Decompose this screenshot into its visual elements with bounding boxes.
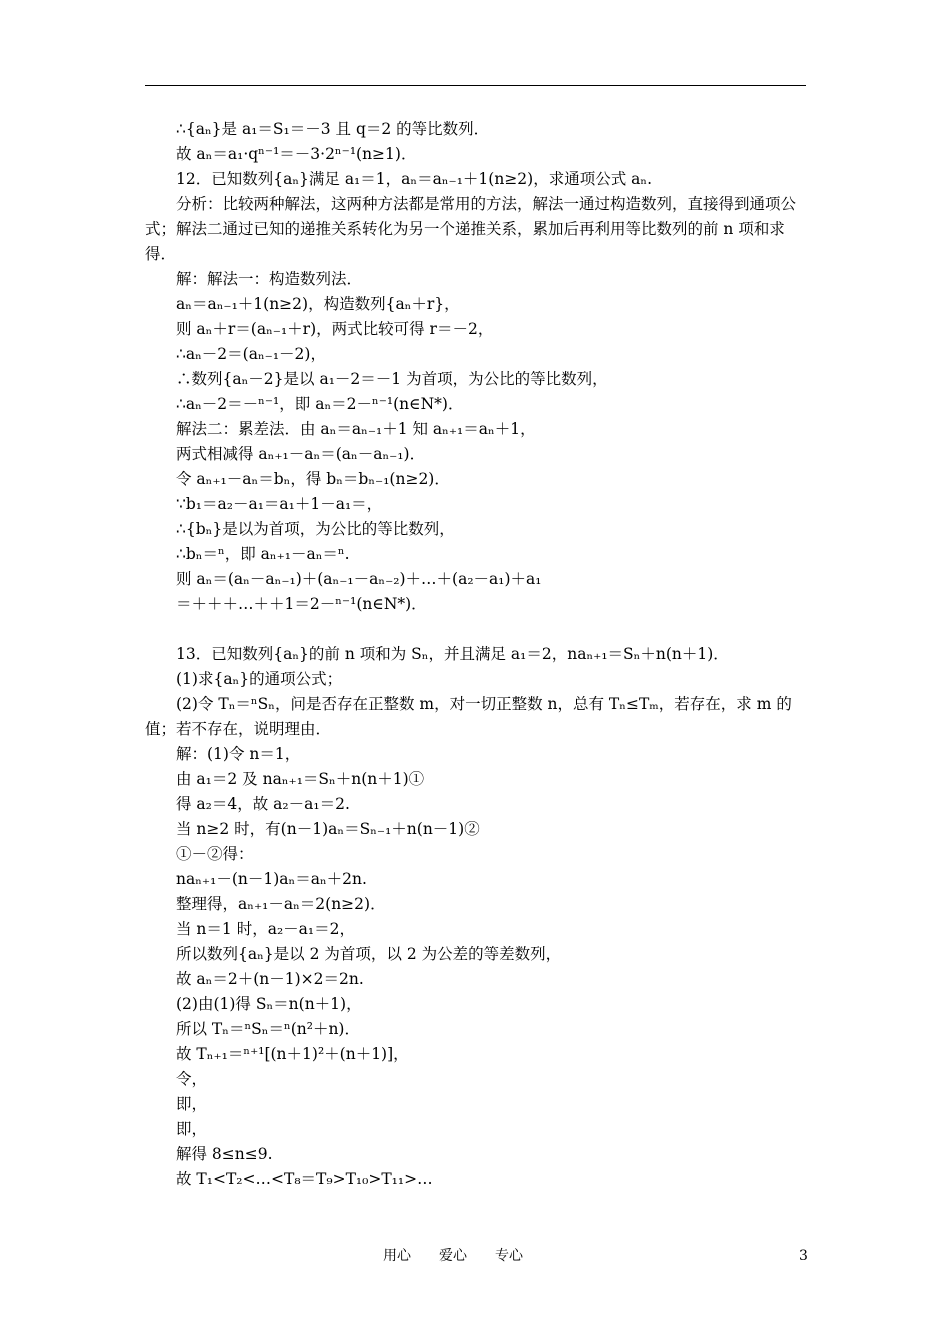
text-line: ∴aₙ－2＝－ⁿ⁻¹，即 aₙ＝2－ⁿ⁻¹(n∈N*)． [176, 395, 464, 413]
text-line: aₙ＝aₙ₋₁＋1(n≥2)，构造数列{aₙ＋r}， [176, 295, 460, 313]
header-rule [145, 85, 806, 86]
text-line: 所以 Tₙ＝ⁿSₙ＝ⁿ(n²＋n)． [176, 1020, 360, 1038]
text-line: 解：(1)令 n＝1， [176, 745, 301, 763]
text-line: (2)由(1)得 Sₙ＝n(n＋1)， [176, 995, 362, 1013]
text-line: ∴{bₙ}是以为首项，为公比的等比数列， [176, 520, 455, 538]
text-line: 所以数列{aₙ}是以 2 为首项，以 2 为公差的等差数列， [176, 945, 562, 963]
text-line: (2)令 Tₙ＝ⁿSₙ，问是否存在正整数 m，对一切正整数 n，总有 Tₙ≤Tₘ，若存在，求 m 的值；若不存在，说明理由． [145, 695, 792, 738]
paragraph-gap [145, 617, 810, 642]
text-line: (1)求{aₙ}的通项公式； [176, 670, 343, 688]
text-line: 故 Tₙ₊₁＝ⁿ⁺¹[(n＋1)²＋(n＋1)]， [176, 1045, 409, 1063]
page-number: 3 [799, 1248, 808, 1264]
text-line: 两式相减得 aₙ₊₁－aₙ＝(aₙ－aₙ₋₁)． [176, 445, 426, 463]
text-line: ∴数列{aₙ－2}是以 a₁－2＝－1 为首项，为公比的等比数列， [176, 370, 608, 388]
text-line: 分析：比较两种解法，这两种方法都是常用的方法，解法一通过构造数列，直接得到通项公式；解法二通过已知的递推关系转化为另一个递推关系，累加后再利用等比数列的前 n 项和求得． [145, 195, 797, 263]
text-line: 由 a₁＝2 及 naₙ₊₁＝Sₙ＋n(n＋1)① [176, 770, 425, 788]
text-line: 故 T₁<T₂<…<T₈＝T₉>T₁₀>T₁₁>… [176, 1170, 433, 1188]
text-line: 解法二：累差法．由 aₙ＝aₙ₋₁＋1 知 aₙ₊₁＝aₙ＋1， [176, 420, 536, 438]
text-line: 当 n≥2 时，有(n－1)aₙ＝Sₙ₋₁＋n(n－1)② [176, 820, 480, 838]
text-line: 令 aₙ₊₁－aₙ＝bₙ，得 bₙ＝bₙ₋₁(n≥2)． [176, 470, 450, 488]
text-line: ①－②得： [176, 845, 254, 863]
text-line: ＝＋＋＋…＋＋1＝2－ⁿ⁻¹(n∈N*)． [176, 595, 427, 613]
document-body [145, 117, 810, 1192]
text-line: 令， [176, 1070, 208, 1088]
text-line: 13．已知数列{aₙ}的前 n 项和为 Sₙ，并且满足 a₁＝2，naₙ₊₁＝Sₙ＋n(n＋1)． [176, 645, 729, 663]
text-line: 12．已知数列{aₙ}满足 a₁＝1，aₙ＝aₙ₋₁＋1(n≥2)，求通项公式 aₙ. [176, 170, 653, 188]
text-line: naₙ₊₁－(n－1)aₙ＝aₙ＋2n. [176, 870, 367, 888]
text-line: ∴bₙ＝ⁿ，即 aₙ₊₁－aₙ＝ⁿ. [176, 545, 350, 563]
text-line: 解：解法一：构造数列法． [176, 270, 363, 288]
text-line: 即， [176, 1120, 208, 1138]
text-line: ∵b₁＝a₂－a₁＝a₁＋1－a₁＝， [176, 495, 383, 513]
text-line: 则 aₙ＝(aₙ－aₙ₋₁)＋(aₙ₋₁－aₙ₋₂)＋…＋(a₂－a₁)＋a₁ [176, 570, 542, 588]
text-line: 整理得，aₙ₊₁－aₙ＝2(n≥2)． [176, 895, 386, 913]
text-line: 故 aₙ＝2＋(n－1)×2＝2n. [176, 970, 364, 988]
text-line: ∴{aₙ}是 a₁＝S₁＝－3 且 q＝2 的等比数列． [176, 120, 490, 138]
text-line: 得 a₂＝4，故 a₂－a₁＝2. [176, 795, 350, 813]
text-line: 即， [176, 1095, 208, 1113]
footer-slogan: 用心 爱心 专心 [383, 1248, 523, 1264]
text-line: 则 aₙ＋r＝(aₙ₋₁＋r)，两式比较可得 r＝－2， [176, 320, 494, 338]
text-line: 故 aₙ＝a₁·qⁿ⁻¹＝－3·2ⁿ⁻¹(n≥1)． [176, 145, 417, 163]
text-line: 当 n＝1 时，a₂－a₁＝2， [176, 920, 355, 938]
text-line: ∴aₙ－2＝(aₙ₋₁－2)， [176, 345, 326, 363]
text-line: 解得 8≤n≤9. [176, 1145, 273, 1163]
